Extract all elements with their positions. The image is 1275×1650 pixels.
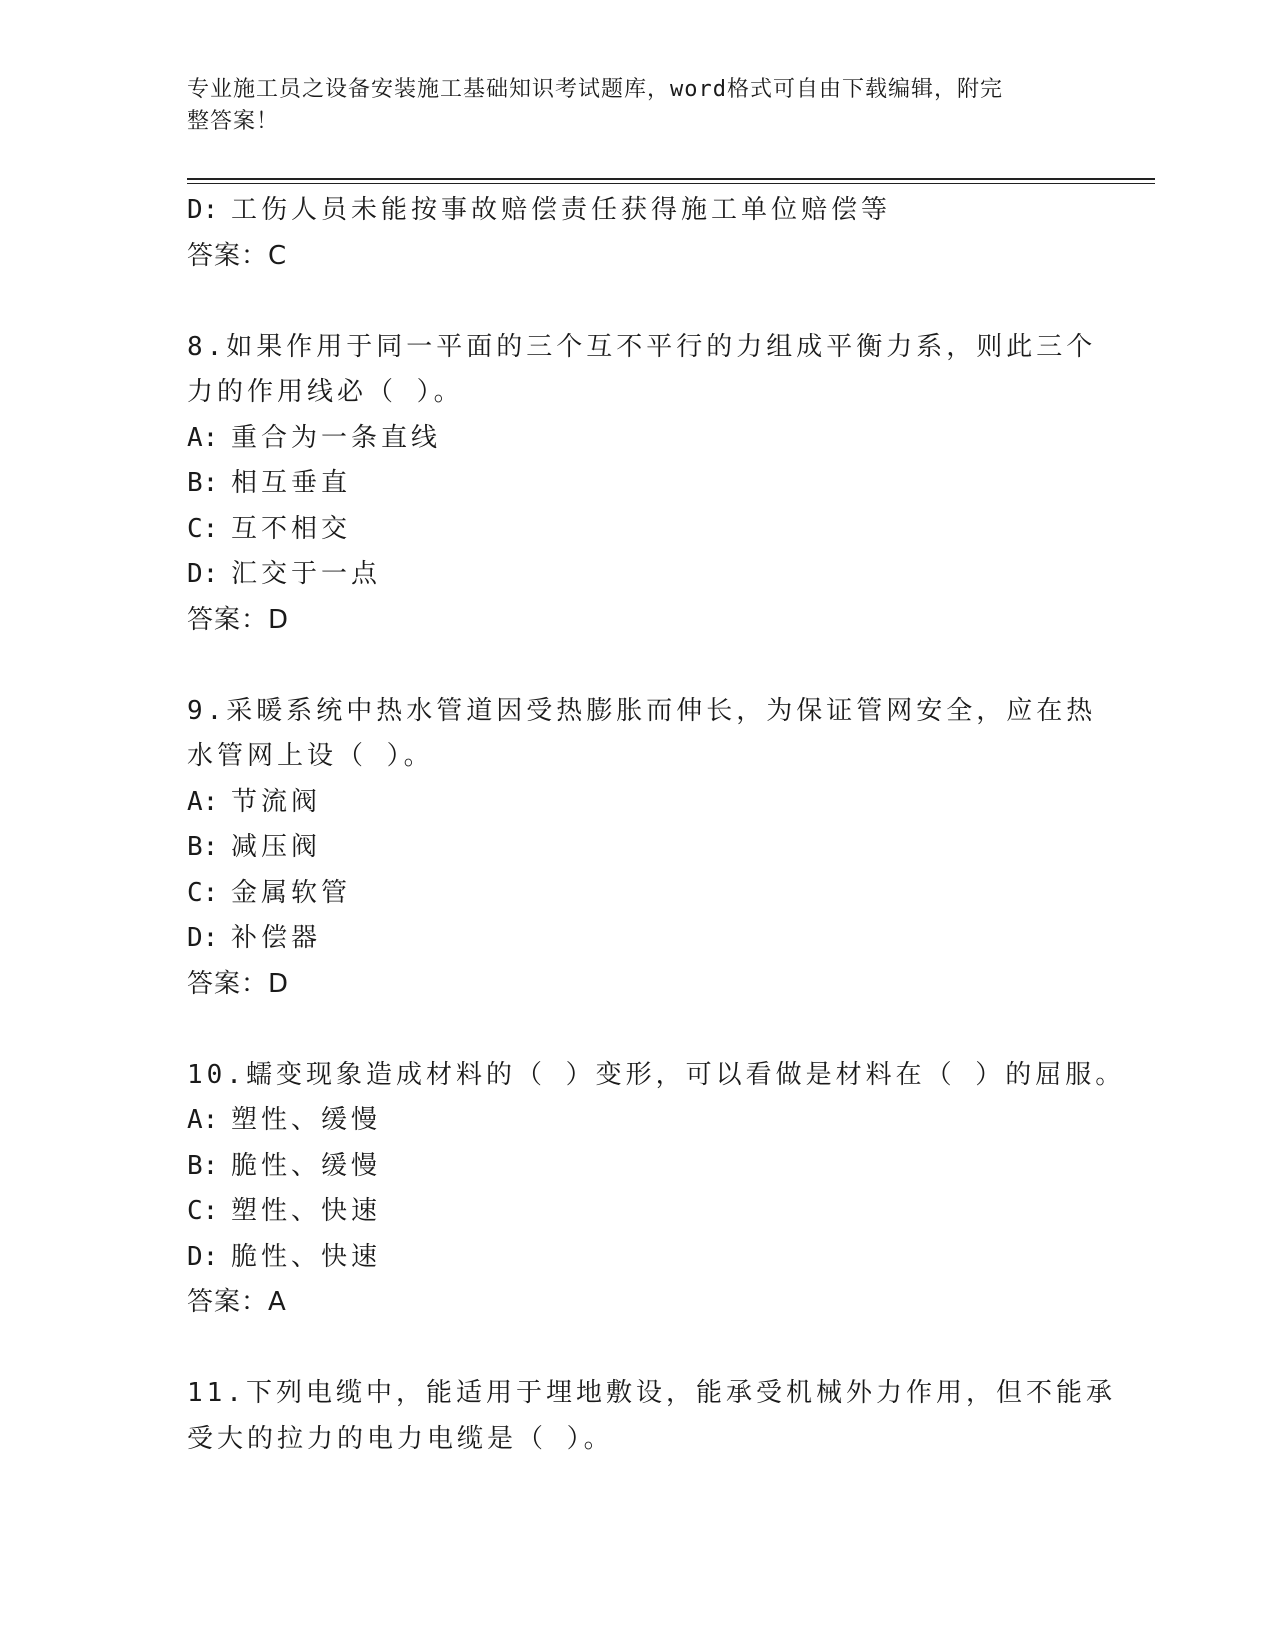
- question-text-line: 8.如果作用于同一平面的三个互不平行的力组成平衡力系，则此三个: [187, 331, 1097, 362]
- answer: 答案：D: [187, 604, 290, 635]
- question-text-line: 11.下列电缆中，能适用于埋地敷设，能承受机械外力作用，但不能承: [187, 1378, 1116, 1408]
- header-divider-thin: [187, 183, 1155, 184]
- prev-option-d: D: 工伤人员未能按事故赔偿责任获得施工单位赔偿等: [187, 195, 892, 225]
- option-d: D: 脆性、快速: [187, 1241, 382, 1272]
- option-c: C: 金属软管: [187, 877, 352, 908]
- answer: 答案：D: [187, 968, 290, 999]
- question-11: [187, 1371, 1116, 1462]
- option-b: B: 脆性、缓慢: [187, 1150, 382, 1181]
- prev-answer: 答案：C: [187, 240, 288, 271]
- option-a: A: 塑性、缓慢: [187, 1105, 382, 1135]
- option-d: D: 补偿器: [187, 923, 322, 953]
- header-divider-thick: [187, 178, 1155, 180]
- question-content: [187, 188, 1126, 1462]
- option-d: D: 汇交于一点: [187, 559, 382, 589]
- option-b: B: 相互垂直: [187, 468, 352, 498]
- question-8: [187, 325, 1097, 644]
- option-c: C: 塑性、快速: [187, 1196, 382, 1226]
- answer: 答案：A: [187, 1287, 287, 1317]
- header-line-1: 专业施工员之设备安装施工基础知识考试题库，word格式可自由下载编辑，附完: [187, 77, 1003, 102]
- option-a: A: 重合为一条直线: [187, 422, 442, 453]
- question-text-line: 力的作用线必（ ）。: [187, 377, 464, 407]
- question-text-line: 9.采暖系统中热水管道因受热膨胀而伸长，为保证管网安全，应在热: [187, 695, 1097, 726]
- question-text-line: 受大的拉力的电力电缆是（ ）。: [187, 1423, 614, 1454]
- question-9: [187, 689, 1097, 1008]
- question-text-line: 水管网上设（ ）。: [187, 741, 434, 771]
- question-10: [187, 1053, 1126, 1326]
- header-line-2: 整答案！: [187, 109, 280, 134]
- option-c: C: 互不相交: [187, 513, 352, 544]
- option-a: A: 节流阀: [187, 786, 322, 817]
- option-b: B: 减压阀: [187, 832, 322, 862]
- page-header: [187, 74, 1067, 138]
- question-text-line: 10.蠕变现象造成材料的（ ）变形，可以看做是材料在（ ）的屈服。: [187, 1059, 1126, 1090]
